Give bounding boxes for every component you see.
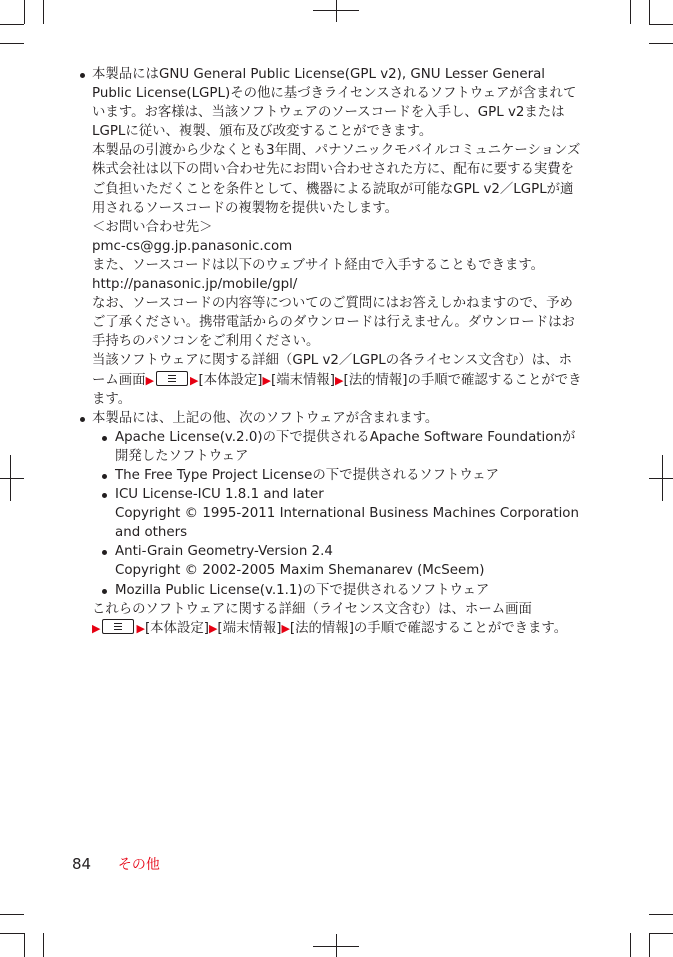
step-device-info: [端末情報] bbox=[217, 620, 282, 636]
red-triangle-arrow-icon: ▶ bbox=[335, 373, 344, 387]
software-item bbox=[92, 466, 584, 485]
step-settings: [本体設定] bbox=[198, 372, 263, 388]
red-triangle-arrow-icon: ▶ bbox=[145, 373, 155, 387]
section-title: その他 bbox=[117, 857, 160, 873]
software-name: Anti-Grain Geometry-Version 2.4 bbox=[115, 544, 333, 560]
gpl-paragraph: 本製品にはGNU General Public License(GPL v2), GNU Lesser General Public License(LGPL)その他に基づきライセンスされるソフトウェアが含まれています。お客様は、当該ソフトウェアのソースコードを入手し、GPL v2またはLGPLに従い、複製、頒布及び改変することができます。 bbox=[92, 67, 577, 140]
step-legal-info: [法的情報] bbox=[343, 372, 408, 388]
contact-email: pmc-cs@gg.jp.panasonic.com bbox=[92, 238, 293, 254]
detail-paragraph bbox=[92, 351, 584, 408]
software-item bbox=[92, 581, 584, 600]
detail-text-end: の手順で確認することができます。 bbox=[92, 372, 582, 407]
software-copyright: Copyright © 2002-2005 Maxim Shemanarev (McSeem) bbox=[115, 563, 485, 579]
red-triangle-arrow-icon: ▶ bbox=[262, 373, 271, 387]
step-legal-info: [法的情報] bbox=[289, 620, 354, 636]
red-triangle-arrow-icon: ▶ bbox=[208, 621, 218, 635]
page-number: 84 bbox=[72, 855, 92, 873]
bullet-icon bbox=[102, 589, 107, 594]
software-name: Mozilla Public License(v.1.1)の下で提供されるソフトウェア bbox=[115, 582, 490, 598]
closing-text-end: の手順で確認することができます。 bbox=[353, 620, 568, 636]
other-software-intro: 本製品には、上記の他、次のソフトウェアが含まれます。 bbox=[92, 410, 439, 426]
software-copyright: Copyright © 1995-2011 International Business Machines Corporation and others bbox=[115, 506, 579, 541]
menu-key-icon bbox=[156, 371, 188, 386]
web-intro: また、ソースコードは以下のウェブサイト経由で入手することもできます。 bbox=[92, 257, 545, 273]
closing-paragraph bbox=[92, 600, 584, 638]
source-url[interactable]: http://panasonic.jp/mobile/gpl/ bbox=[92, 277, 298, 293]
detail-text: 当該ソフトウェアに関する詳細（GPL v2／LGPLの各ライセンス文含む）は、ホーム画面 bbox=[92, 353, 572, 388]
software-name: ICU License-ICU 1.8.1 and later bbox=[115, 487, 324, 503]
list-item-other-software bbox=[64, 409, 584, 638]
bullet-icon bbox=[102, 493, 107, 498]
bullet-icon bbox=[102, 474, 107, 479]
contact-heading: ＜お問い合わせ先＞ bbox=[92, 219, 213, 235]
red-triangle-arrow-icon: ▶ bbox=[136, 621, 145, 635]
bullet-icon bbox=[80, 73, 85, 78]
step-device-info: [端末情報] bbox=[270, 372, 335, 388]
software-item bbox=[92, 428, 584, 466]
list-item-gpl bbox=[64, 65, 584, 409]
bullet-icon bbox=[80, 417, 85, 422]
software-name: Apache License(v.2.0)の下で提供されるApache Software Foundationが開発したソフトウェア bbox=[115, 429, 576, 464]
note-paragraph: なお、ソースコードの内容等についてのご質問にはお答えしかねますので、予めご了承ください。携帯電話からのダウンロードは行えません。ダウンロードはお手持ちのパソコンをご利用ください。 bbox=[92, 296, 575, 350]
red-triangle-arrow-icon: ▶ bbox=[190, 373, 199, 387]
software-item bbox=[92, 542, 584, 580]
software-item bbox=[92, 485, 584, 542]
source-offer-paragraph: 本製品の引渡から少なくとも3年間、パナソニックモバイルコミュニケーションズ株式会社は以下の問い合わせ先にお問い合わせされた方に、配布に要する実費をご負担いただくことを条件として、機器による読取が可能なGPL v2／LGPLが適用されるソースコードの複製物を提供いたします。 bbox=[92, 143, 581, 216]
page-footer bbox=[72, 854, 160, 874]
closing-text: これらのソフトウェアに関する詳細（ライセンス文含む）は、ホーム画面 bbox=[92, 601, 532, 617]
step-settings: [本体設定] bbox=[144, 620, 209, 636]
bullet-icon bbox=[102, 550, 107, 555]
red-triangle-arrow-icon: ▶ bbox=[92, 621, 101, 635]
menu-key-icon bbox=[102, 619, 134, 634]
red-triangle-arrow-icon: ▶ bbox=[281, 621, 290, 635]
bullet-icon bbox=[102, 436, 107, 441]
software-name: The Free Type Project Licenseの下で提供されるソフトウェア bbox=[115, 467, 500, 483]
document-body bbox=[64, 65, 584, 638]
